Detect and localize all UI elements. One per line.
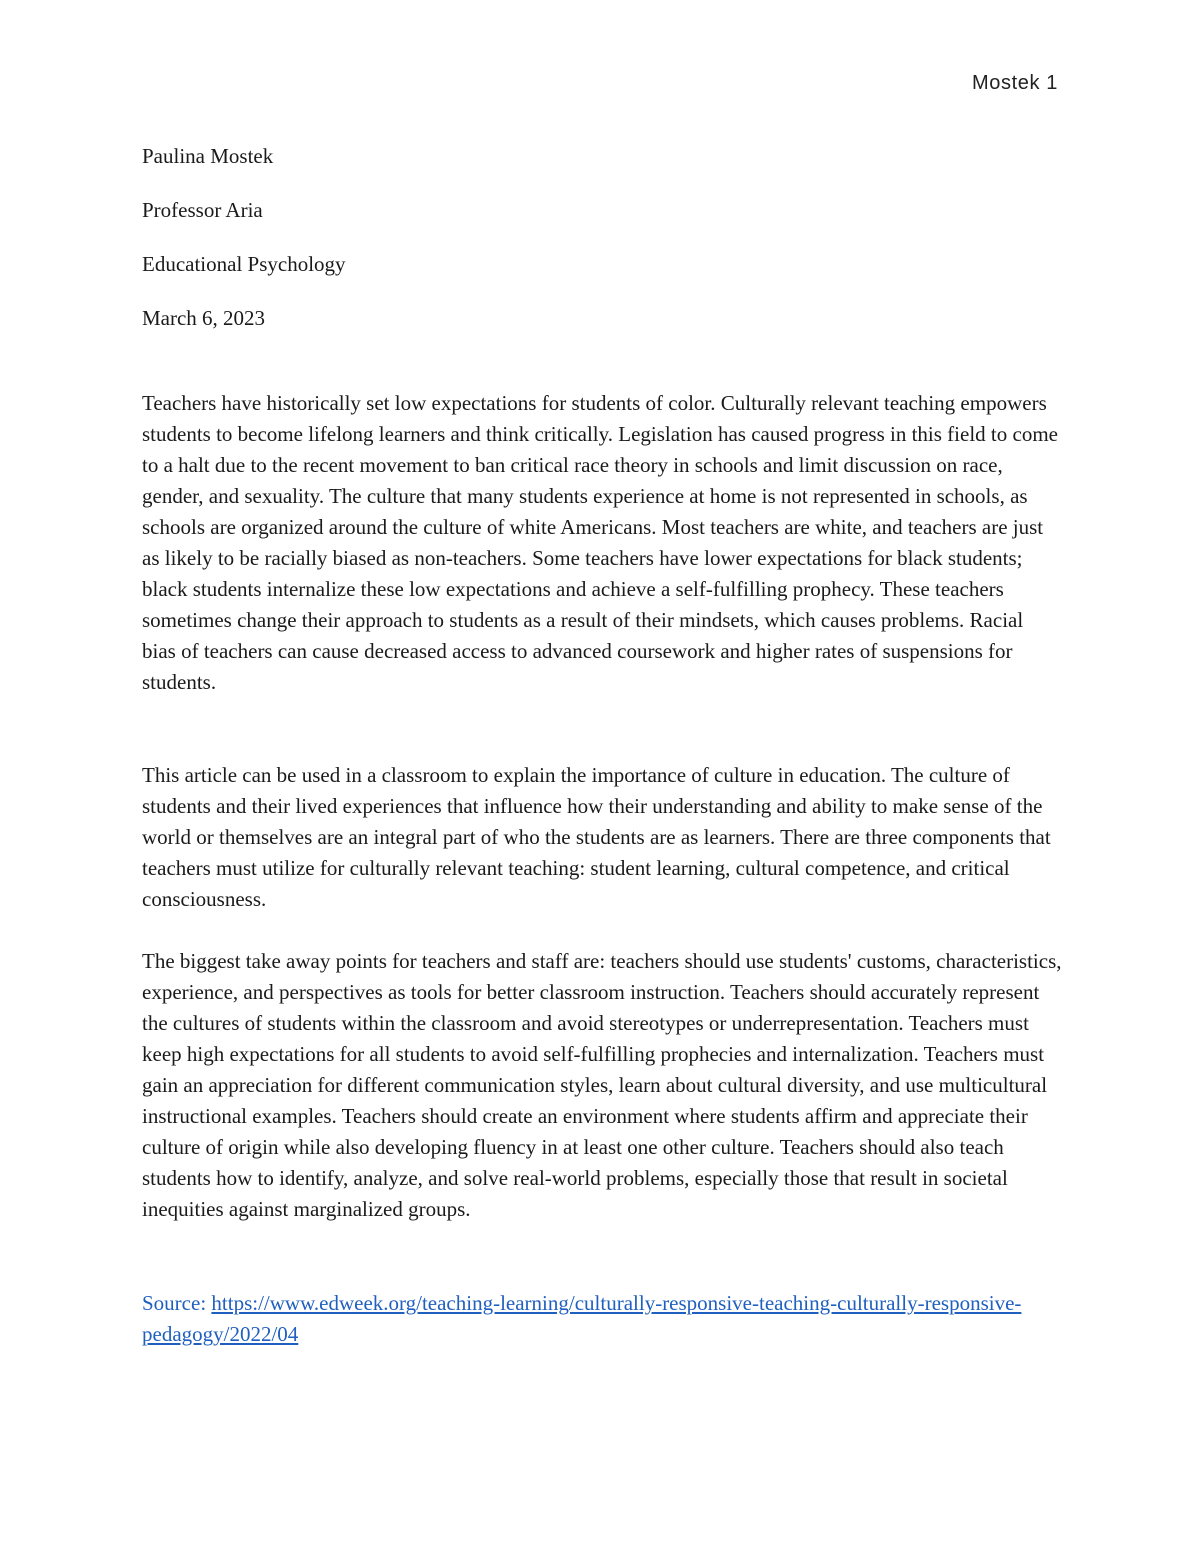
running-head: Mostek 1 bbox=[972, 72, 1058, 94]
source-link[interactable]: https://www.edweek.org/teaching-learning/culturally-responsive-teaching-culturally-responsive-pedagogy/2022/04 bbox=[142, 1291, 1022, 1346]
author-name: Paulina Mostek bbox=[142, 144, 274, 168]
document-date: March 6, 2023 bbox=[142, 306, 266, 330]
paragraph-summary: Teachers have historically set low expectations for students of color. Culturally relevant teaching empowers students to become lifelong learners and think critically. Legislation has caused progress in this field to come to a halt due to the recent movement to ban critical race theory in schools and limit discussion on race, gender, and sexuality. The culture that many students experience at home is not represented in schools, as schools are organized around the culture of white Americans. Most teachers are white, and teachers are just as likely to be racially biased as non-teachers. Some teachers have lower expectations for black students; black students internalize these low expectations and achieve a self-fulfilling prophecy. These teachers sometimes change their approach to students as a result of their mindsets, which causes problems. Racial bias of teachers can cause decreased access to advanced coursework and higher rates of suspensions for students. bbox=[142, 391, 1058, 694]
course-name: Educational Psychology bbox=[142, 252, 346, 276]
paragraph-classroom-use: This article can be used in a classroom to explain the importance of culture in education. The culture of students and their lived experiences that influence how their understanding and ability to make sense of the world or themselves are an integral part of who the students are as learners. There are three components that teachers must utilize for culturally relevant teaching: student learning, cultural competence, and critical consciousness. bbox=[142, 763, 1051, 911]
paragraph-takeaways: The biggest take away points for teachers and staff are: teachers should use students' customs, characteristics, experience, and perspectives as tools for better classroom instruction. Teachers should accurately represent the cultures of students within the classroom and avoid stereotypes or underrepresentation. Teachers must keep high expectations for all students to avoid self-fulfilling prophecies and internalization. Teachers must gain an appreciation for different communication styles, learn about cultural diversity, and use multicultural instructional examples. Teachers should create an environment where students affirm and appreciate their culture of origin while also developing fluency in at least one other culture. Teachers should also teach students how to identify, analyze, and solve real-world problems, especially those that result in societal inequities against marginalized groups. bbox=[142, 949, 1062, 1221]
source-citation bbox=[142, 1288, 1062, 1350]
source-label: Source: bbox=[142, 1291, 212, 1315]
instructor-name: Professor Aria bbox=[142, 198, 263, 222]
